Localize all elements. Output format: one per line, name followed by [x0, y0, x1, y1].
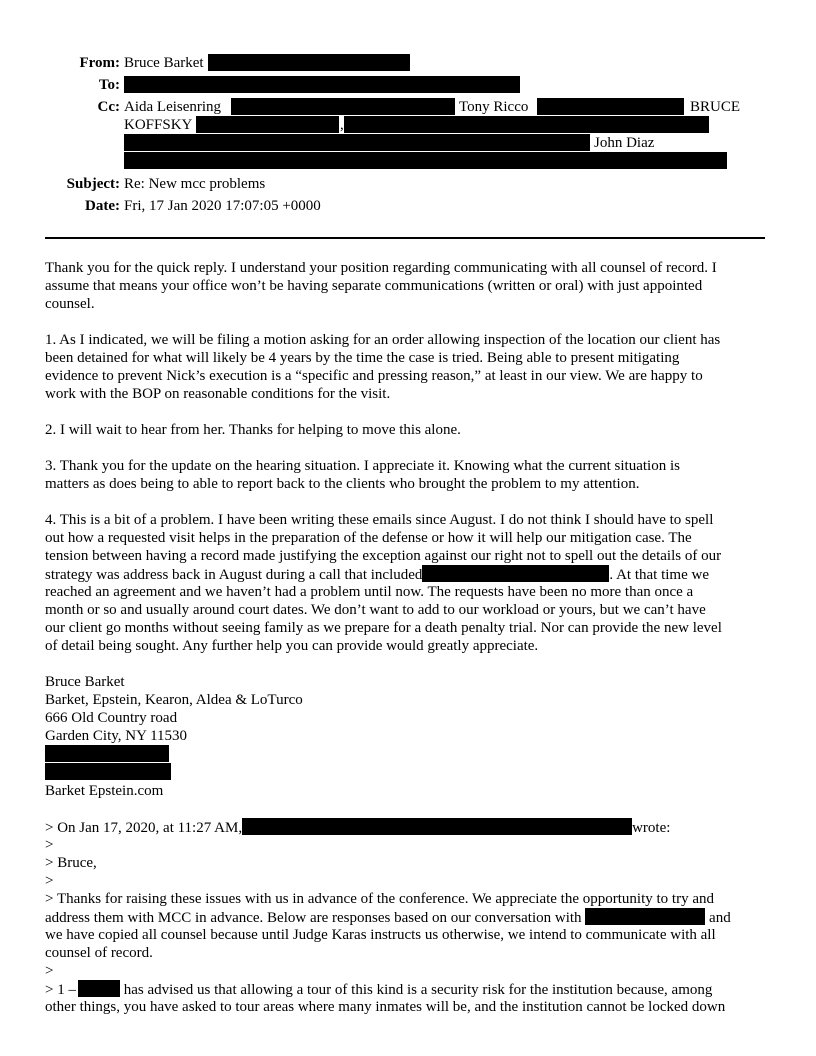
text-line: tension between having a record made justifying the exception against our right not to spell out the details of our	[45, 548, 722, 564]
from-row	[0, 54, 816, 72]
header-divider	[45, 237, 765, 239]
text-fragment: > On Jan 17, 2020, at 11:27 AM,	[45, 820, 243, 836]
from-name: Bruce Barket	[124, 55, 204, 71]
date-row	[0, 197, 816, 215]
text-line-with-redaction	[45, 980, 770, 998]
subject-text: Re: New mcc problems	[124, 176, 266, 192]
text-line: reached an agreement and we haven’t had a problem until now. The requests have been no more than once a	[45, 584, 694, 600]
body-paragraph-2	[45, 331, 770, 403]
signature-web	[45, 782, 770, 800]
quoted-salutation: > Bruce,	[45, 855, 97, 871]
text-fragment: wrote:	[632, 820, 671, 836]
redaction	[124, 76, 520, 93]
cc-name: KOFFSKY	[124, 117, 193, 133]
text-fragment: has advised us that allowing a tour of this kind is a security risk for the institution because, among	[123, 982, 713, 998]
signature-name: Bruce Barket	[45, 674, 125, 690]
signature-website: Barket Epstein.com	[45, 783, 164, 799]
cc-name: Tony Ricco	[459, 99, 529, 115]
body-paragraph-3	[45, 421, 770, 439]
redaction	[537, 98, 684, 115]
text-line: work with the BOP on reasonable conditions for the visit.	[45, 386, 391, 402]
to-label: To:	[98, 77, 120, 93]
cc-row-3	[0, 134, 816, 152]
body-paragraph-5	[45, 511, 770, 655]
date-text: Fri, 17 Jan 2020 17:07:05 +0000	[124, 198, 321, 214]
redaction	[242, 818, 632, 835]
text-line: been detained for what will likely be 4 years by the time the case is tried. Being able to present mitigating	[45, 350, 680, 366]
text-line: other things, you have asked to tour areas where many inmates will be, and the institution cannot be locked down	[45, 999, 726, 1015]
quoted-block	[45, 818, 770, 1016]
redaction	[78, 980, 120, 997]
signature-address: Garden City, NY 11530	[45, 728, 188, 744]
cc-row-2	[0, 116, 816, 134]
cc-name: BRUCE	[690, 99, 741, 115]
cc-name: Aida Leisenring	[124, 99, 222, 115]
text-line-with-redaction	[45, 908, 770, 926]
redaction	[208, 54, 410, 71]
text-line: > Thanks for raising these issues with us in advance of the conference. We appreciate the opportunity to try and	[45, 891, 714, 907]
redaction	[124, 134, 590, 151]
redaction	[45, 763, 171, 780]
text-line: assume that means your office won’t be having separate communications (written or oral) with just appointed	[45, 278, 703, 294]
quoted-intro	[45, 818, 770, 836]
redaction	[585, 908, 705, 925]
redaction	[45, 745, 169, 762]
cc-label: Cc:	[97, 99, 120, 115]
cc-row-4	[0, 152, 816, 170]
text-line: Thank you for the quick reply. I understand your position regarding communicating with all counsel of record. I	[45, 260, 717, 276]
text-line: our client go months without seeing family as we prepare for a death penalty trial. Nor can provide the new level	[45, 620, 722, 636]
redaction	[231, 98, 455, 115]
subject-label: Subject:	[66, 176, 120, 192]
text-line: 2. I will wait to hear from her. Thanks for helping to move this alone.	[45, 422, 461, 438]
text-line: out how a requested visit helps in the preparation of the defense or how it will help our mitigation case. The	[45, 530, 692, 546]
text-line: 4. This is a bit of a problem. I have been writing these emails since August. I do not think I should have to spell	[45, 512, 714, 528]
subject-row	[0, 175, 816, 193]
quote-marker: >	[45, 963, 54, 979]
text-line: month or so and usually around court dates. We don’t want to add to our workload or yours, but we can’t have	[45, 602, 706, 618]
text-fragment: strategy was address back in August during a call that included	[45, 567, 423, 583]
redaction	[124, 152, 727, 169]
text-fragment: > 1 –	[45, 982, 76, 998]
quote-marker: >	[45, 873, 54, 889]
text-line: we have copied all counsel because until Judge Karas instructs us otherwise, we intend to communicate with all	[45, 927, 716, 943]
signature-address: 666 Old Country road	[45, 710, 178, 726]
body-paragraph-1	[45, 259, 770, 313]
signature-block	[45, 673, 770, 745]
text-fragment: and	[709, 910, 731, 926]
text-line: counsel of record.	[45, 945, 153, 961]
text-line: matters as does being to able to report back to the clients who brought the problem to my attention.	[45, 476, 640, 492]
date-label: Date:	[85, 198, 120, 214]
cc-row-1	[0, 98, 816, 116]
text-fragment: . At that time we	[609, 567, 709, 583]
redaction	[422, 565, 609, 582]
text-line: 3. Thank you for the update on the hearing situation. I appreciate it. Knowing what the current situation is	[45, 458, 680, 474]
text-line-with-redaction	[45, 565, 770, 583]
to-row	[0, 76, 816, 94]
cc-name: John Diaz	[594, 135, 655, 151]
text-line: 1. As I indicated, we will be filing a motion asking for an order allowing inspection of the location our client has	[45, 332, 721, 348]
redaction	[344, 116, 709, 133]
signature-firm: Barket, Epstein, Kearon, Aldea & LoTurco	[45, 692, 303, 708]
text-line: counsel.	[45, 296, 95, 312]
text-line: of detail being sought. Any further help you can provide would greatly appreciate.	[45, 638, 539, 654]
text-fragment: address them with MCC in advance. Below are responses based on our conversation with	[45, 910, 582, 926]
text-line: evidence to prevent Nick’s execution is a “specific and pressing reason,” at least in our view. We are happy to	[45, 368, 703, 384]
from-label: From:	[79, 55, 120, 71]
cc-separator: ,	[340, 117, 344, 133]
body-paragraph-4	[45, 457, 770, 493]
redaction	[196, 116, 339, 133]
quote-marker: >	[45, 837, 54, 853]
